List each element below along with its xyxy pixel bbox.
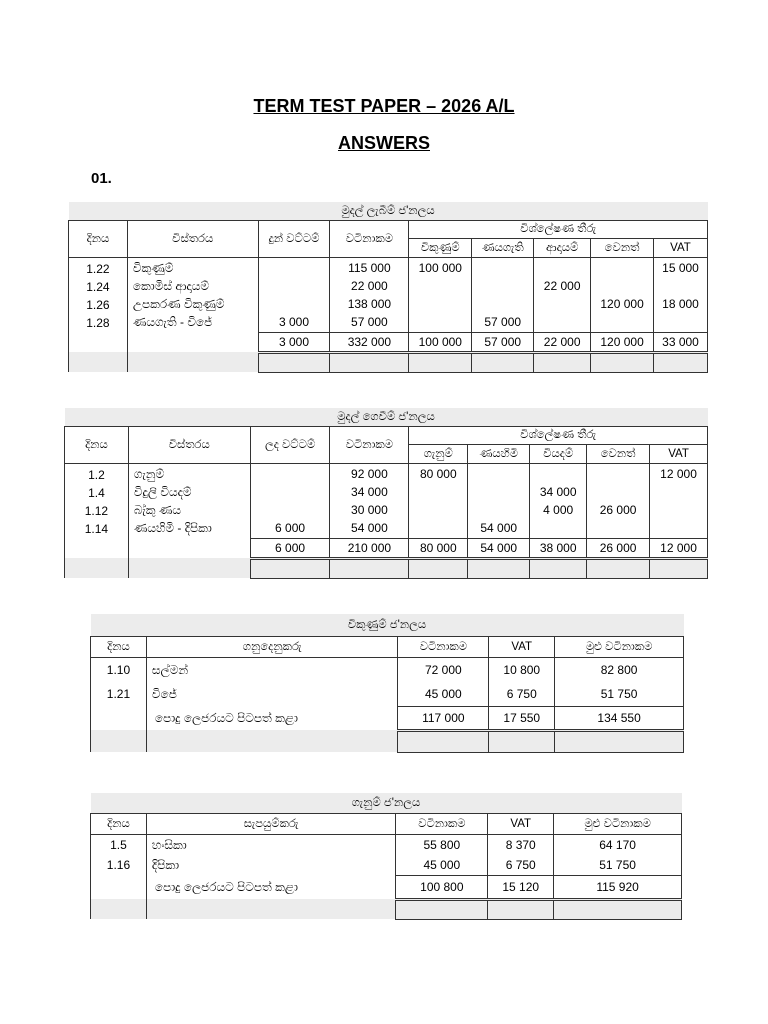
col-header-date: දිනය	[91, 637, 147, 658]
page-title: TERM TEST PAPER – 2026 A/L	[253, 96, 515, 116]
row-value: 55 800	[396, 835, 488, 856]
row-amount: 115 000	[348, 260, 391, 275]
col-header-value: වටිනාකම	[396, 814, 488, 835]
row-debtors: 57 000	[484, 314, 522, 329]
blank-row	[91, 899, 682, 919]
table-row	[91, 835, 682, 856]
row-date: 1.12	[84, 504, 109, 518]
table-row	[91, 658, 684, 683]
total-value: 100 800	[396, 875, 488, 899]
row-purchases: 80 000	[419, 466, 457, 481]
row-description: බැ්කු ණය	[133, 503, 181, 517]
row-date: 1.16	[91, 855, 147, 875]
row-supplier: දිපිකා	[146, 855, 395, 875]
row-sales: 100 000	[418, 260, 462, 275]
row-description: ණයගැති - විජේ	[132, 315, 213, 329]
totals-row	[69, 332, 708, 352]
row-other: 120 000	[600, 296, 644, 311]
total-vat: 17 550	[489, 706, 555, 730]
row-vat: 6 750	[488, 855, 554, 875]
col-header-description: විස්තරය	[127, 221, 258, 258]
col-header-purchases: ගැනුම්	[409, 445, 468, 464]
col-header-supplier: සැපයුම්කරු	[146, 814, 395, 835]
total-creditors: 54 000	[468, 538, 530, 558]
total-discount: 6 000	[250, 538, 330, 558]
table-caption: මුදල් ගෙවීම් ජ'නලය	[65, 408, 708, 427]
table-row	[65, 464, 708, 539]
col-header-vat: VAT	[650, 445, 708, 464]
total-vat: 33 000	[654, 332, 708, 352]
col-header-customer: ගනුදෙනුකරු	[146, 637, 397, 658]
col-header-expenses: වියදම්	[530, 445, 587, 464]
total-amount: 210 000	[330, 538, 409, 558]
row-description: විදුලි වියදම්	[133, 485, 192, 499]
total-vat: 12 000	[650, 538, 708, 558]
col-header-description: විස්තරය	[128, 427, 250, 464]
table-row	[91, 682, 684, 706]
row-amount: 34 000	[351, 484, 388, 499]
question-number: 01.	[91, 170, 112, 187]
sales-journal	[90, 614, 684, 753]
row-value: 45 000	[398, 682, 489, 706]
row-expenses: 4 000	[543, 502, 574, 517]
totals-row	[91, 875, 682, 899]
col-header-creditors: ණයහිමි	[468, 445, 530, 464]
totals-row	[65, 538, 708, 558]
row-value: 72 000	[398, 658, 489, 683]
row-vat: 6 750	[489, 682, 555, 706]
col-header-other: වෙනත්	[587, 445, 650, 464]
total-expenses: 38 000	[530, 538, 587, 558]
row-amount: 138 000	[347, 296, 392, 311]
col-header-debtors: ණයගැති	[472, 239, 534, 258]
row-date: 1.2	[88, 468, 105, 482]
table-row	[69, 258, 708, 333]
row-creditors: 54 000	[480, 520, 518, 535]
totals-row	[91, 706, 684, 730]
row-date: 1.26	[86, 298, 110, 312]
row-amount: 30 000	[351, 502, 388, 517]
row-vat: 10 800	[489, 658, 555, 683]
row-date: 1.14	[84, 522, 109, 536]
col-header-vat: VAT	[488, 814, 554, 835]
col-header-date: දිනය	[91, 814, 147, 835]
row-amount: 57 000	[351, 314, 388, 329]
row-gross: 51 750	[555, 682, 684, 706]
blank-row	[91, 730, 684, 752]
total-gross: 134 550	[555, 706, 684, 730]
total-income: 22 000	[534, 332, 591, 352]
row-vat: 12 000	[660, 466, 697, 481]
row-description: ණයහිමි - දිපිකා	[133, 521, 212, 535]
blank-row	[65, 558, 708, 578]
row-date: 1.28	[86, 316, 110, 330]
col-header-vat: VAT	[489, 637, 555, 658]
col-header-income: ආදායම්	[534, 239, 591, 258]
total-debtors: 57 000	[472, 332, 534, 352]
row-vat: 8 370	[488, 835, 554, 856]
col-header-gross: මුළු වටිනාකම	[554, 814, 682, 835]
row-amount: 54 000	[351, 520, 388, 535]
row-discount: 3 000	[278, 314, 310, 329]
cash-receipts-journal	[68, 202, 708, 373]
row-description: විකුණුම්	[132, 261, 174, 275]
cash-payments-journal	[64, 408, 708, 579]
page-subtitle: ANSWERS	[337, 133, 430, 153]
total-sales: 100 000	[409, 332, 472, 352]
total-purchases: 80 000	[409, 538, 468, 558]
post-to-ledger-label: පොදු ලෙජරයට පිටපත් කළා	[146, 875, 395, 899]
col-header-amount: වටිනාකම	[330, 221, 409, 258]
row-date: 1.10	[91, 658, 147, 683]
total-gross: 115 920	[554, 875, 682, 899]
row-amount: 92 000	[351, 466, 388, 481]
row-description: කොමිස් ආදායම්	[132, 279, 209, 293]
total-other: 26 000	[587, 538, 650, 558]
col-header-analysis: විශ්ලේෂණ තීරු	[409, 427, 708, 445]
col-header-discount: දුන් වට්ටම්	[258, 221, 330, 258]
row-gross: 82 800	[555, 658, 684, 683]
row-value: 45 000	[396, 855, 488, 875]
table-caption: මුදල් ලැබීම් ජ'නලය	[69, 202, 708, 221]
row-amount: 22 000	[351, 278, 388, 293]
col-header-amount: වටිනාකම	[330, 427, 409, 464]
table-row	[91, 855, 682, 875]
row-expenses: 34 000	[539, 484, 577, 499]
row-discount: 6 000	[275, 520, 306, 535]
row-supplier: හංසිකා	[146, 835, 395, 856]
row-date: 1.5	[91, 835, 147, 856]
col-header-date: දිනය	[69, 221, 128, 258]
col-header-vat: VAT	[654, 239, 708, 258]
row-other: 26 000	[599, 502, 637, 517]
table-caption: විකුණුම් ජ'නලය	[91, 614, 684, 637]
col-header-value: වටිනාකම	[398, 637, 489, 658]
row-date: 1.24	[86, 280, 110, 294]
row-vat: 18 000	[662, 296, 699, 311]
row-date: 1.22	[86, 262, 110, 276]
total-vat: 15 120	[488, 875, 554, 899]
total-value: 117 000	[398, 706, 489, 730]
col-header-other: වෙනත්	[591, 239, 654, 258]
total-other: 120 000	[591, 332, 654, 352]
row-customer: සල්මන්	[146, 658, 397, 683]
table-caption: ගැනුම් ජ'නලය	[91, 793, 682, 814]
total-amount: 332 000	[330, 332, 409, 352]
row-customer: විජේ	[146, 682, 397, 706]
col-header-gross: මුළු වටිනාකම	[555, 637, 684, 658]
total-discount: 3 000	[258, 332, 330, 352]
row-vat: 15 000	[662, 260, 699, 275]
col-header-date: දිනය	[65, 427, 129, 464]
post-to-ledger-label: පොදු ලෙජරයට පිටපත් කළා	[146, 706, 397, 730]
row-income: 22 000	[543, 278, 581, 293]
purchases-journal	[90, 793, 682, 920]
row-gross: 51 750	[554, 855, 682, 875]
row-date: 1.4	[88, 486, 105, 500]
row-description: ගැනුම්	[133, 467, 165, 481]
col-header-sales: විකුණුම්	[409, 239, 472, 258]
col-header-discount: ලද වට්ටම්	[250, 427, 330, 464]
row-date: 1.21	[91, 682, 147, 706]
col-header-analysis: විශ්ලේෂණ තීරු	[409, 221, 708, 239]
row-description: උපකරණ විකුණුම්	[132, 297, 225, 311]
blank-row	[69, 352, 708, 372]
row-gross: 64 170	[554, 835, 682, 856]
